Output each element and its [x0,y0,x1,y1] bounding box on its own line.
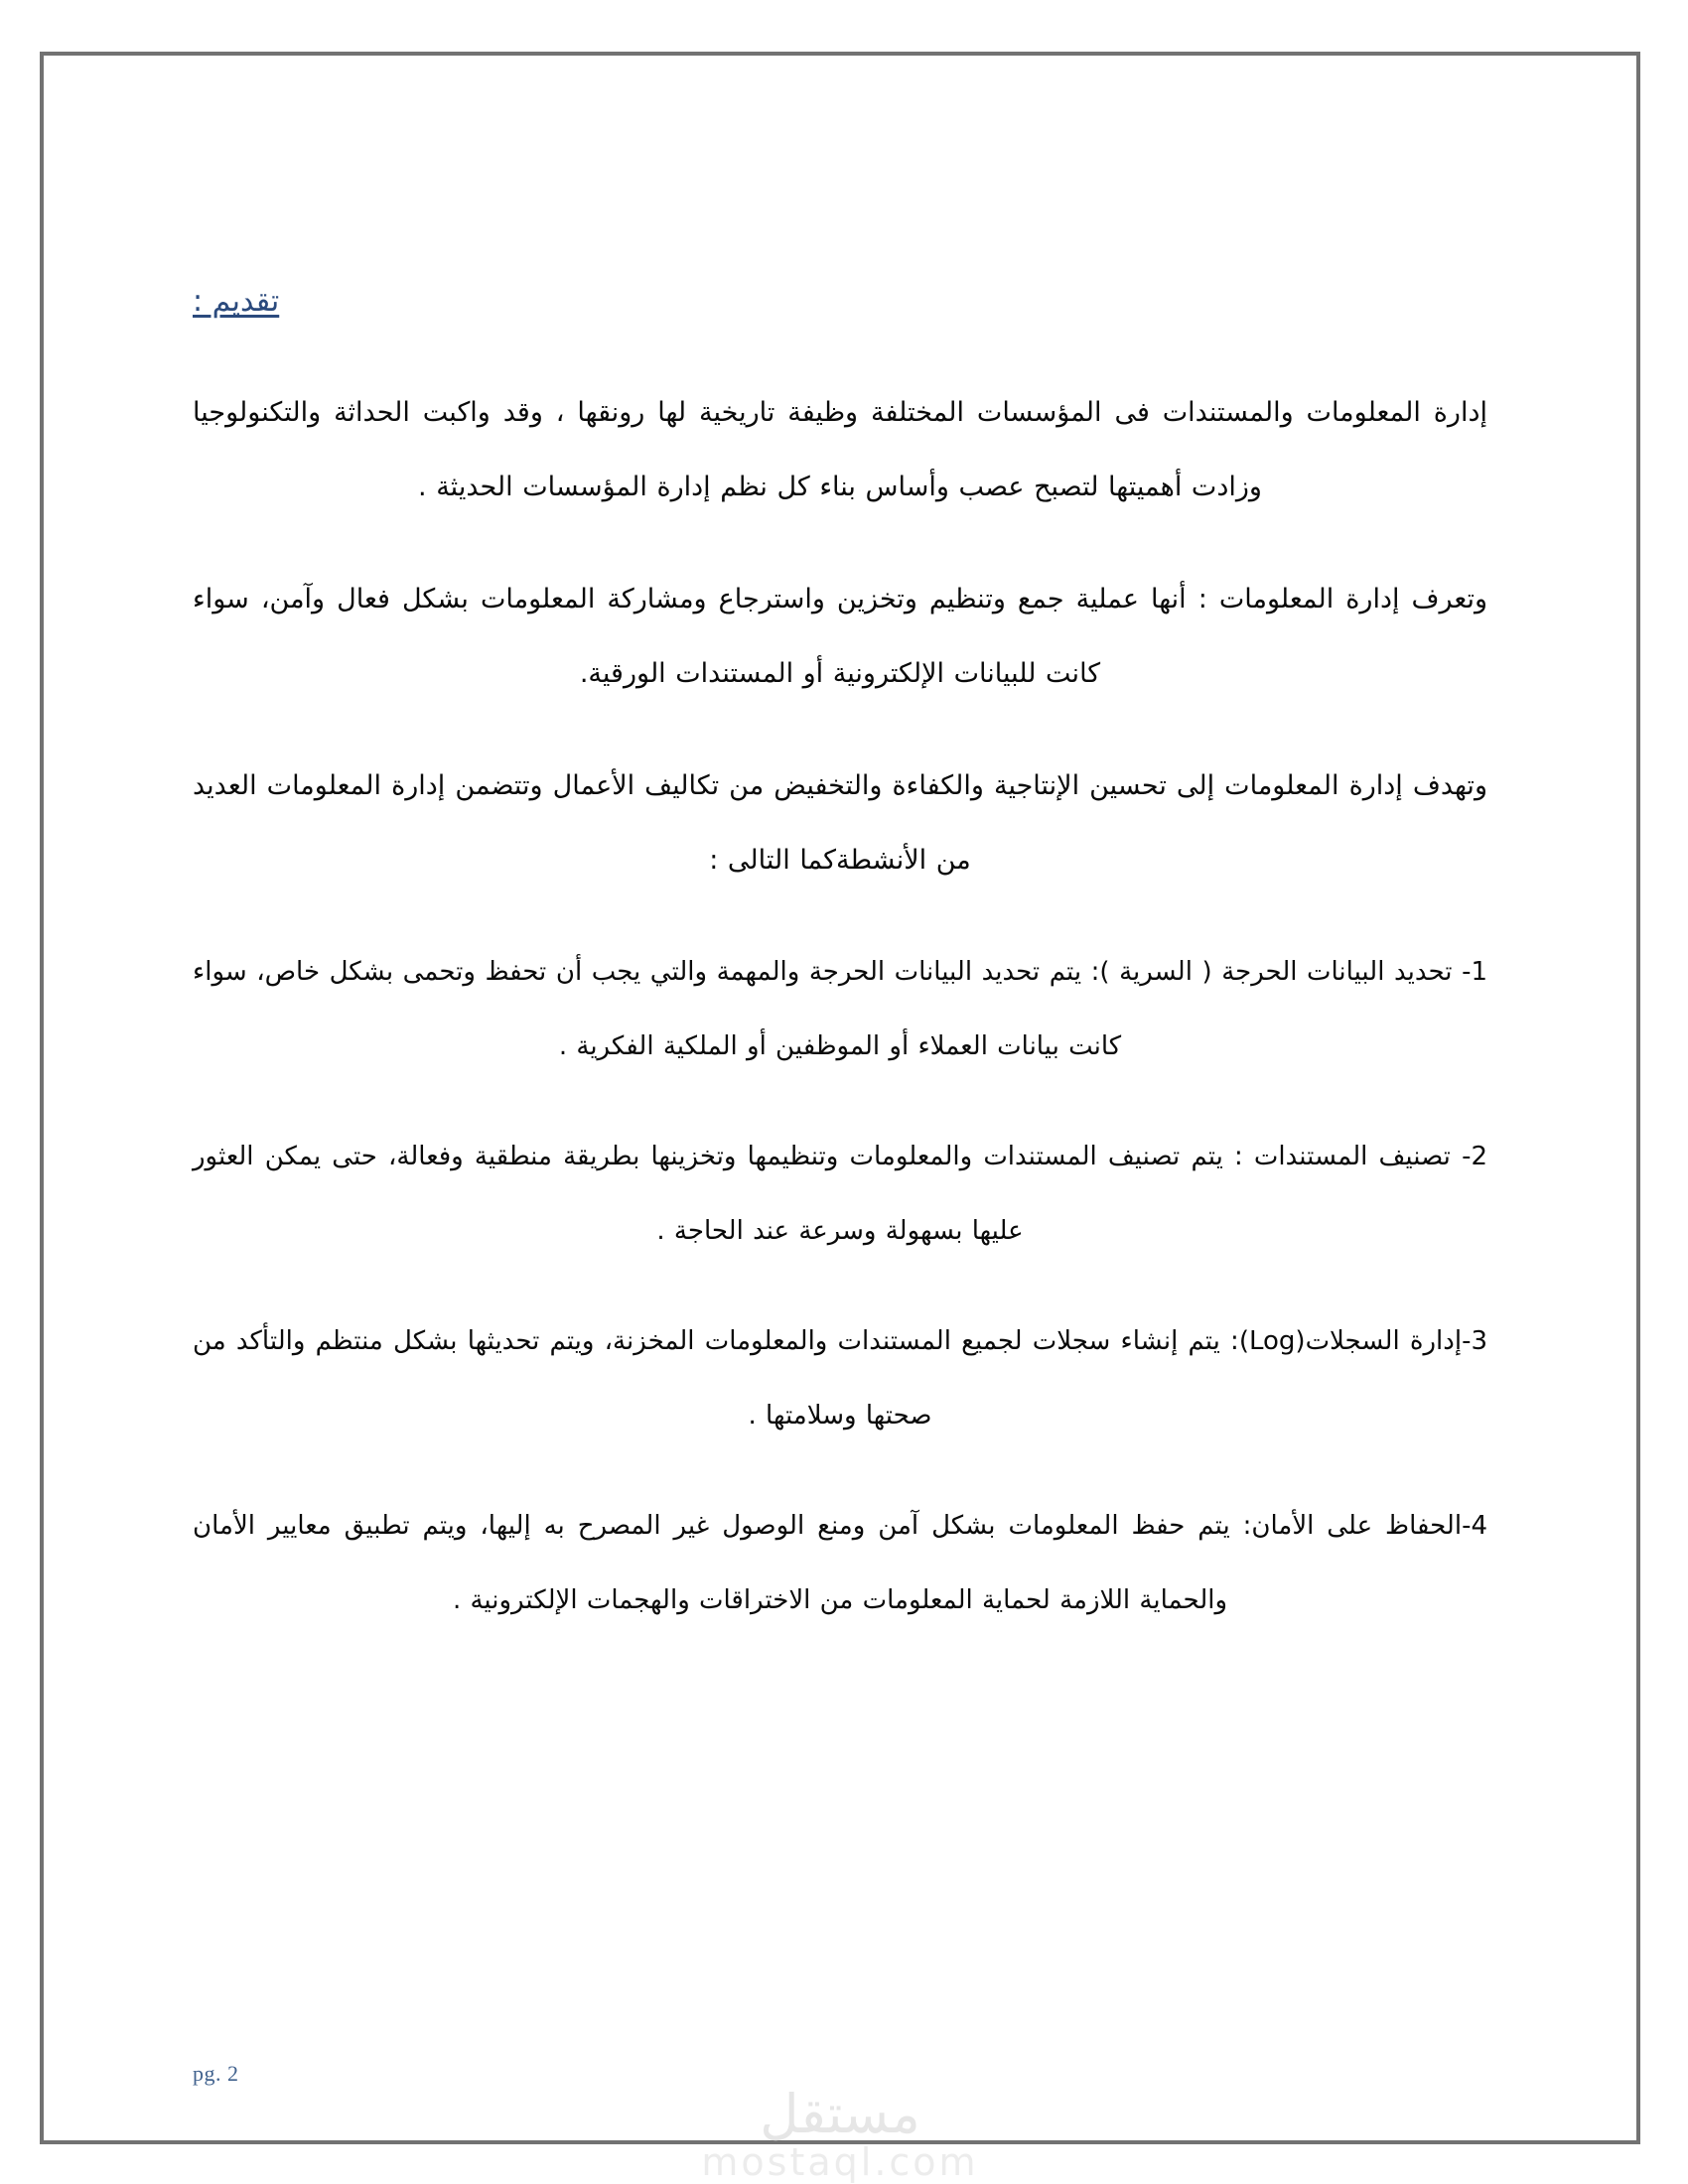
paragraph-intro-history: إدارة المعلومات والمستندات فى المؤسسات المختلفة وظيفة تاريخية لها رونقها ، وقد واكبت الحداثة والتكنولوجيا وزادت أهميتها لتصبح عصب وأساس بناء كل نظم إدارة المؤسسات الحديثة . [193,397,1487,502]
watermark [44,2082,1636,2184]
paragraph-objectives: وتهدف إدارة المعلومات إلى تحسين الإنتاجية والكفاءة والتخفيض من تكاليف الأعمال وتتضمن إدارة المعلومات العديد من الأنشطةكما التالى : [193,770,1487,876]
list-item-3-log-management [193,1304,1487,1453]
list-item-2-document-classification: 2- تصنيف المستندات : يتم تصنيف المستندات والمعلومات وتنظيمها وتخزينها بطريقة منطقية وفعالة، حتى يمكن العثور عليها بسهولة وسرعة عند الحاجة . [193,1142,1487,1246]
list-item-3-text-before: 3-إدارة السجلات( [1295,1326,1487,1356]
page-content-area [44,56,1636,2184]
paragraph-definition: وتعرف إدارة المعلومات : أنها عملية جمع وتنظيم وتخزين واسترجاع ومشاركة المعلومات بشكل فعال وآمن، سواء كانت للبيانات الإلكترونية أو المستندات الورقية. [193,584,1487,689]
section-heading-introduction: تقديم : [193,284,280,319]
watermark-latin-url: mostaql.com [701,2140,979,2184]
list-item-3-text-after: ): يتم إنشاء سجلات لجميع المستندات والمعلومات المخزنة، ويتم تحديثها بشكل منتظم والتأكد من صحتها وسلامتها . [193,1326,1249,1431]
document-body [193,284,1487,1674]
watermark-arabic-logo: مستقل [760,2082,920,2145]
list-item-4-security-maintenance: 4-الحفاظ على الأمان: يتم حفظ المعلومات بشكل آمن ومنع الوصول غير المصرح به إليها، ويتم تطبيق معايير الأمان والحماية اللازمة لحماية المعلومات من الاختراقات والهجمات الإلكترونية . [193,1511,1487,1615]
footer-page-number: pg. 2 [193,2061,239,2086]
list-item-1-critical-data: 1- تحديد البيانات الحرجة ( السرية ): يتم تحديد البيانات الحرجة والمهمة والتي يجب أن تحفظ وتحمى بشكل خاص، سواء كانت بيانات العملاء أو الموظفين أو الملكية الفكرية . [193,957,1487,1061]
document-page [40,52,1640,2184]
list-item-3-latin-token: Log [1248,1326,1296,1356]
